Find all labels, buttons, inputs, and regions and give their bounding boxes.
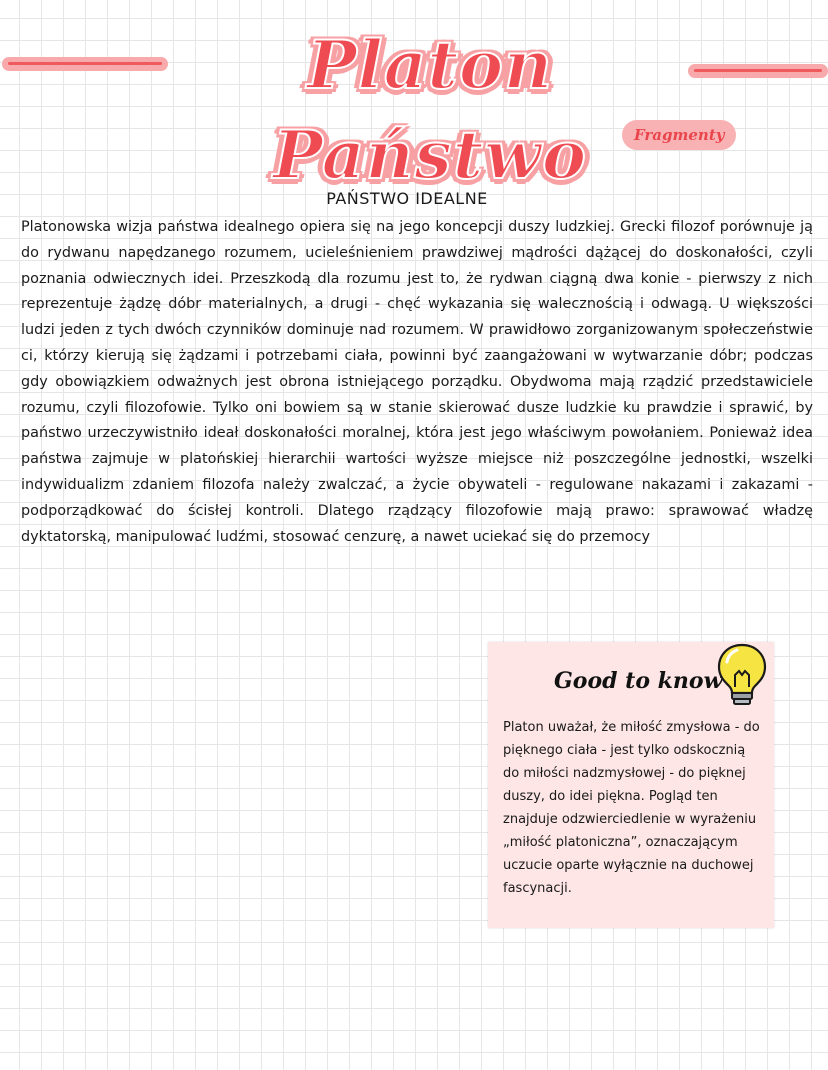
title-decoration-left: [2, 57, 168, 71]
subtitle-badge: Fragmenty: [622, 120, 736, 150]
note-text: Platon uważał, że miłość zmysłowa - do pięknego ciała - jest tylko odskocznią do miłości nadzmysłowej - do pięknej duszy, do idei piękna. Pogląd ten znajduje odzwierciedlenie w wyrażeniu „miłość platoniczna”, oznaczającym uczucie oparte wyłącznie na duchowej fascynacji.: [503, 720, 760, 896]
section-heading: PAŃSTWO IDEALNE: [326, 189, 488, 208]
page-title: Platon Państwo: [272, 26, 588, 194]
good-to-know-note: [488, 642, 774, 928]
note-title: Good to know: [554, 668, 723, 694]
body-paragraph: Platonowska wizja państwa idealnego opiera się na jego koncepcji duszy ludzkiej. Grecki filozof porównuje ją do rydwanu napędzanego rozumem, ucieleśnieniem prawdziwej mądrości dążącej do doskonałości, czyli poznania odwiecznych idei. Przeszkodą dla rozumu jest to, że rydwan ciągną dwa konie - pierwszy z nich reprezentuje żądzę dóbr materialnych, a drugi - chęć wykazania się walecznością i odwagą. U większości ludzi jeden z tych dwóch czynników dominuje nad rozumem. W prawidłowo zorganizowanym społeczeństwie ci, którzy kierują się żądzami i potrzebami ciała, powinni być zaangażowani w wytwarzanie dóbr; podczas gdy obowiązkiem odważnych jest obrona istniejącego porządku. Obydwoma mają rządzić przedstawiciele rozumu, czyli filozofowie. Tylko oni bowiem są w stanie skierować dusze ludzkie ku prawdzie i sprawić, by państwo urzeczywistniło ideał doskonałości moralnej, która jest jego właściwym powołaniem. Ponieważ idea państwa zajmuje w platońskiej hierarchii wartości wyższe miejsce niż poszczególne jednostki, wszelki indywidualizm zdaniem filozofa należy zwalczać, a życie obywateli - regulowane nakazami i zakazami - podporządkować do ścisłej kontroli. Dlatego rządzący filozofowie mają prawo: sprawować władzę dyktatorską, manipulować ludźmi, stosować cenzurę, a nawet uciekać się do przemocy: [21, 219, 813, 545]
lightbulb-icon: [714, 642, 770, 706]
